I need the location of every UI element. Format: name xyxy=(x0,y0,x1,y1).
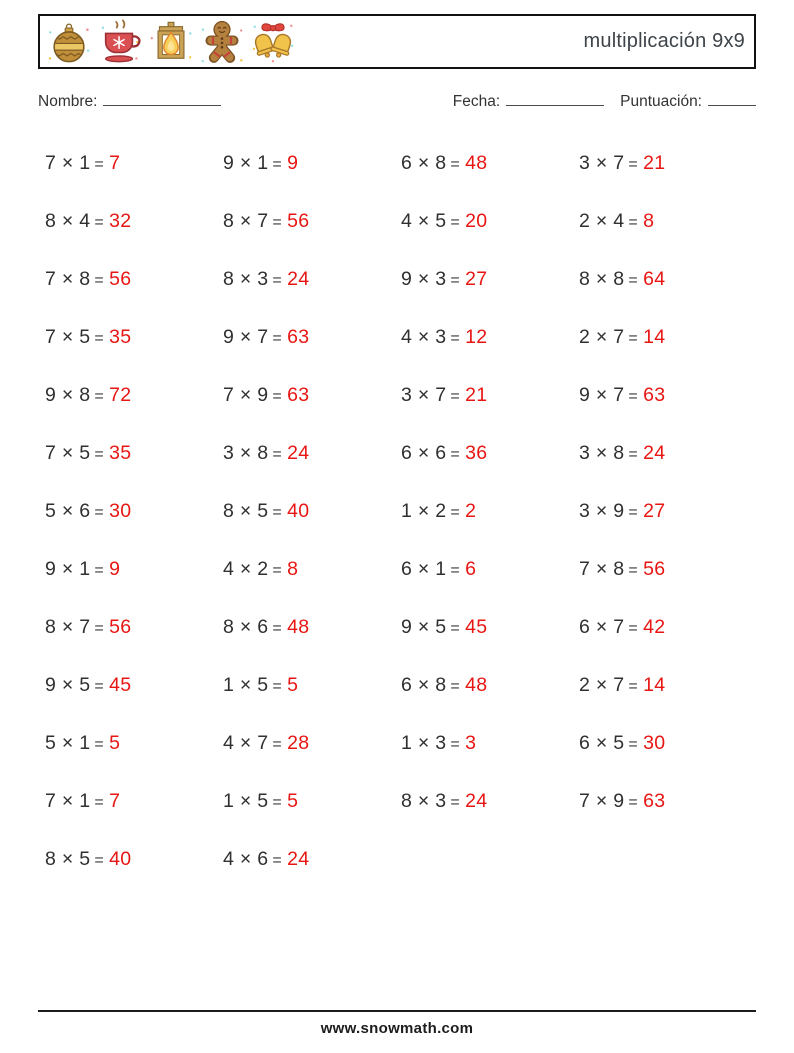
problem-answer: 48 xyxy=(465,151,488,174)
problem-answer: 30 xyxy=(643,731,666,754)
equals-sign: = xyxy=(272,213,283,231)
problem-expression: 9 × 7 xyxy=(579,383,625,406)
multiplication-problem xyxy=(223,442,401,465)
date-blank xyxy=(506,92,604,106)
problem-answer: 63 xyxy=(643,789,666,812)
problem-answer: 64 xyxy=(643,267,666,290)
equals-sign: = xyxy=(628,387,639,405)
name-label: Nombre: xyxy=(38,93,98,110)
multiplication-problem xyxy=(579,268,757,291)
multiplication-problem xyxy=(401,732,579,755)
multiplication-problem xyxy=(579,442,757,465)
multiplication-problem xyxy=(45,732,223,755)
multiplication-problem xyxy=(45,210,223,233)
equals-sign: = xyxy=(272,445,283,463)
problem-answer: 5 xyxy=(287,673,299,696)
equals-sign: = xyxy=(272,329,283,347)
equals-sign: = xyxy=(628,793,639,811)
problem-expression: 8 × 7 xyxy=(45,615,91,638)
problem-expression: 9 × 1 xyxy=(45,557,91,580)
score-label: Puntuación: xyxy=(620,93,702,110)
problem-answer: 45 xyxy=(109,673,132,696)
problem-answer: 56 xyxy=(287,209,310,232)
problem-expression: 9 × 1 xyxy=(223,151,269,174)
problem-expression: 3 × 8 xyxy=(579,441,625,464)
problem-expression: 7 × 1 xyxy=(45,151,91,174)
problem-answer: 24 xyxy=(643,441,666,464)
multiplication-problem xyxy=(223,326,401,349)
problem-expression: 8 × 3 xyxy=(401,789,447,812)
problem-expression: 7 × 8 xyxy=(45,267,91,290)
equals-sign: = xyxy=(94,155,105,173)
multiplication-problem xyxy=(223,500,401,523)
multiplication-problem xyxy=(579,500,757,523)
equals-sign: = xyxy=(94,561,105,579)
equals-sign: = xyxy=(628,271,639,289)
multiplication-problem xyxy=(45,268,223,291)
header-box xyxy=(38,14,756,69)
problem-answer: 56 xyxy=(643,557,666,580)
multiplication-problem xyxy=(223,848,401,871)
problem-answer: 21 xyxy=(643,151,666,174)
problem-expression: 6 × 7 xyxy=(579,615,625,638)
equals-sign: = xyxy=(450,793,461,811)
problem-answer: 7 xyxy=(109,789,121,812)
multiplication-problem xyxy=(401,674,579,697)
problem-answer: 9 xyxy=(287,151,299,174)
problem-expression: 3 × 8 xyxy=(223,441,269,464)
multiplication-problem xyxy=(401,558,579,581)
problem-answer: 14 xyxy=(643,325,666,348)
equals-sign: = xyxy=(272,387,283,405)
problem-expression: 9 × 7 xyxy=(223,325,269,348)
equals-sign: = xyxy=(450,619,461,637)
equals-sign: = xyxy=(94,503,105,521)
equals-sign: = xyxy=(94,619,105,637)
multiplication-problem xyxy=(223,152,401,175)
problem-expression: 2 × 7 xyxy=(579,673,625,696)
equals-sign: = xyxy=(450,735,461,753)
multiplication-problem xyxy=(223,732,401,755)
equals-sign: = xyxy=(94,851,105,869)
problem-expression: 8 × 8 xyxy=(579,267,625,290)
problem-expression: 6 × 6 xyxy=(401,441,447,464)
problem-expression: 4 × 2 xyxy=(223,557,269,580)
equals-sign: = xyxy=(450,155,461,173)
problem-expression: 3 × 9 xyxy=(579,499,625,522)
equals-sign: = xyxy=(272,155,283,173)
lantern-icon xyxy=(148,19,194,65)
problem-answer: 56 xyxy=(109,267,132,290)
problem-expression: 8 × 7 xyxy=(223,209,269,232)
problem-answer: 35 xyxy=(109,441,132,464)
multiplication-problem xyxy=(45,326,223,349)
equals-sign: = xyxy=(94,677,105,695)
equals-sign: = xyxy=(628,619,639,637)
multiplication-problem xyxy=(45,500,223,523)
equals-sign: = xyxy=(272,793,283,811)
name-blank xyxy=(103,92,221,106)
multiplication-problem xyxy=(401,210,579,233)
problem-expression: 9 × 3 xyxy=(401,267,447,290)
problems-grid xyxy=(45,134,757,888)
multiplication-problem xyxy=(223,268,401,291)
problem-answer: 32 xyxy=(109,209,132,232)
problem-answer: 27 xyxy=(643,499,666,522)
christmas-ornament-icon xyxy=(46,19,92,65)
equals-sign: = xyxy=(272,561,283,579)
equals-sign: = xyxy=(94,271,105,289)
equals-sign: = xyxy=(94,793,105,811)
problem-expression: 2 × 7 xyxy=(579,325,625,348)
equals-sign: = xyxy=(628,677,639,695)
problem-answer: 21 xyxy=(465,383,488,406)
jingle-bells-icon xyxy=(250,19,296,65)
equals-sign: = xyxy=(450,503,461,521)
problem-expression: 7 × 5 xyxy=(45,325,91,348)
multiplication-problem xyxy=(401,790,579,813)
multiplication-problem xyxy=(401,616,579,639)
multiplication-problem xyxy=(579,384,757,407)
equals-sign: = xyxy=(450,561,461,579)
problem-answer: 56 xyxy=(109,615,132,638)
multiplication-problem xyxy=(401,384,579,407)
problem-answer: 6 xyxy=(465,557,477,580)
equals-sign: = xyxy=(272,271,283,289)
problem-answer: 9 xyxy=(109,557,121,580)
multiplication-problem xyxy=(223,674,401,697)
problem-answer: 5 xyxy=(287,789,299,812)
multiplication-problem xyxy=(45,674,223,697)
problem-answer: 14 xyxy=(643,673,666,696)
problem-answer: 7 xyxy=(109,151,121,174)
problem-expression: 4 × 6 xyxy=(223,847,269,870)
multiplication-problem xyxy=(401,442,579,465)
problem-expression: 6 × 8 xyxy=(401,151,447,174)
multiplication-problem xyxy=(45,790,223,813)
multiplication-problem xyxy=(45,442,223,465)
problem-expression: 1 × 5 xyxy=(223,789,269,812)
problem-answer: 40 xyxy=(109,847,132,870)
score-blank xyxy=(708,92,756,106)
multiplication-problem xyxy=(579,732,757,755)
christmas-icon-row xyxy=(46,16,296,67)
problem-expression: 1 × 5 xyxy=(223,673,269,696)
equals-sign: = xyxy=(628,735,639,753)
multiplication-problem xyxy=(45,848,223,871)
multiplication-problem xyxy=(45,384,223,407)
equals-sign: = xyxy=(272,735,283,753)
problem-answer: 20 xyxy=(465,209,488,232)
problem-expression: 9 × 8 xyxy=(45,383,91,406)
equals-sign: = xyxy=(450,329,461,347)
multiplication-problem xyxy=(223,210,401,233)
problem-expression: 9 × 5 xyxy=(45,673,91,696)
equals-sign: = xyxy=(628,213,639,231)
equals-sign: = xyxy=(628,561,639,579)
problem-answer: 63 xyxy=(643,383,666,406)
equals-sign: = xyxy=(628,155,639,173)
problem-expression: 8 × 3 xyxy=(223,267,269,290)
problem-expression: 8 × 5 xyxy=(45,847,91,870)
problem-expression: 4 × 3 xyxy=(401,325,447,348)
multiplication-problem xyxy=(579,674,757,697)
multiplication-problem xyxy=(401,500,579,523)
problem-expression: 6 × 8 xyxy=(401,673,447,696)
equals-sign: = xyxy=(450,213,461,231)
problem-expression: 7 × 1 xyxy=(45,789,91,812)
equals-sign: = xyxy=(272,677,283,695)
multiplication-problem xyxy=(579,210,757,233)
problem-answer: 45 xyxy=(465,615,488,638)
problem-answer: 24 xyxy=(287,441,310,464)
problem-answer: 8 xyxy=(287,557,299,580)
equals-sign: = xyxy=(450,677,461,695)
problem-expression: 9 × 5 xyxy=(401,615,447,638)
multiplication-problem xyxy=(45,558,223,581)
multiplication-problem xyxy=(579,616,757,639)
problem-expression: 8 × 5 xyxy=(223,499,269,522)
multiplication-problem xyxy=(579,152,757,175)
multiplication-problem xyxy=(401,268,579,291)
multiplication-problem xyxy=(223,384,401,407)
form-row xyxy=(38,92,756,111)
problem-expression: 7 × 9 xyxy=(223,383,269,406)
equals-sign: = xyxy=(628,503,639,521)
problem-expression: 7 × 5 xyxy=(45,441,91,464)
footer xyxy=(38,1010,756,1038)
problem-expression: 1 × 3 xyxy=(401,731,447,754)
equals-sign: = xyxy=(628,445,639,463)
equals-sign: = xyxy=(450,271,461,289)
problem-expression: 2 × 4 xyxy=(579,209,625,232)
problem-expression: 3 × 7 xyxy=(401,383,447,406)
equals-sign: = xyxy=(272,851,283,869)
problem-expression: 1 × 2 xyxy=(401,499,447,522)
multiplication-problem xyxy=(223,790,401,813)
problem-answer: 35 xyxy=(109,325,132,348)
multiplication-problem xyxy=(223,616,401,639)
problem-expression: 8 × 4 xyxy=(45,209,91,232)
problem-answer: 63 xyxy=(287,383,310,406)
cocoa-mug-icon xyxy=(97,19,143,65)
problem-answer: 42 xyxy=(643,615,666,638)
problem-answer: 27 xyxy=(465,267,488,290)
problem-expression: 7 × 8 xyxy=(579,557,625,580)
problem-answer: 24 xyxy=(287,267,310,290)
multiplication-problem xyxy=(45,616,223,639)
equals-sign: = xyxy=(450,445,461,463)
equals-sign: = xyxy=(628,329,639,347)
problem-expression: 6 × 5 xyxy=(579,731,625,754)
equals-sign: = xyxy=(94,445,105,463)
equals-sign: = xyxy=(94,387,105,405)
multiplication-problem xyxy=(401,152,579,175)
problem-answer: 63 xyxy=(287,325,310,348)
equals-sign: = xyxy=(94,329,105,347)
multiplication-problem xyxy=(579,558,757,581)
problem-expression: 6 × 1 xyxy=(401,557,447,580)
multiplication-problem xyxy=(401,326,579,349)
equals-sign: = xyxy=(94,735,105,753)
problem-expression: 4 × 5 xyxy=(401,209,447,232)
website-link: www.snowmath.com xyxy=(320,1020,474,1037)
problem-answer: 36 xyxy=(465,441,488,464)
problem-expression: 8 × 6 xyxy=(223,615,269,638)
problem-answer: 48 xyxy=(465,673,488,696)
problem-expression: 7 × 9 xyxy=(579,789,625,812)
problem-answer: 30 xyxy=(109,499,132,522)
problem-answer: 2 xyxy=(465,499,477,522)
problem-answer: 12 xyxy=(465,325,488,348)
problem-expression: 5 × 6 xyxy=(45,499,91,522)
equals-sign: = xyxy=(94,213,105,231)
equals-sign: = xyxy=(450,387,461,405)
problem-answer: 48 xyxy=(287,615,310,638)
problem-answer: 24 xyxy=(287,847,310,870)
multiplication-problem xyxy=(45,152,223,175)
equals-sign: = xyxy=(272,503,283,521)
multiplication-problem xyxy=(223,558,401,581)
multiplication-problem xyxy=(579,326,757,349)
gingerbread-man-icon xyxy=(199,19,245,65)
problem-answer: 8 xyxy=(643,209,655,232)
problem-answer: 72 xyxy=(109,383,132,406)
problem-answer: 28 xyxy=(287,731,310,754)
problem-expression: 4 × 7 xyxy=(223,731,269,754)
problem-answer: 40 xyxy=(287,499,310,522)
problem-expression: 5 × 1 xyxy=(45,731,91,754)
multiplication-problem xyxy=(579,790,757,813)
problem-answer: 3 xyxy=(465,731,477,754)
problem-expression: 3 × 7 xyxy=(579,151,625,174)
problem-answer: 5 xyxy=(109,731,121,754)
date-label: Fecha: xyxy=(452,93,501,110)
problem-answer: 24 xyxy=(465,789,488,812)
equals-sign: = xyxy=(272,619,283,637)
page-title: multiplicación 9x9 xyxy=(583,30,745,52)
